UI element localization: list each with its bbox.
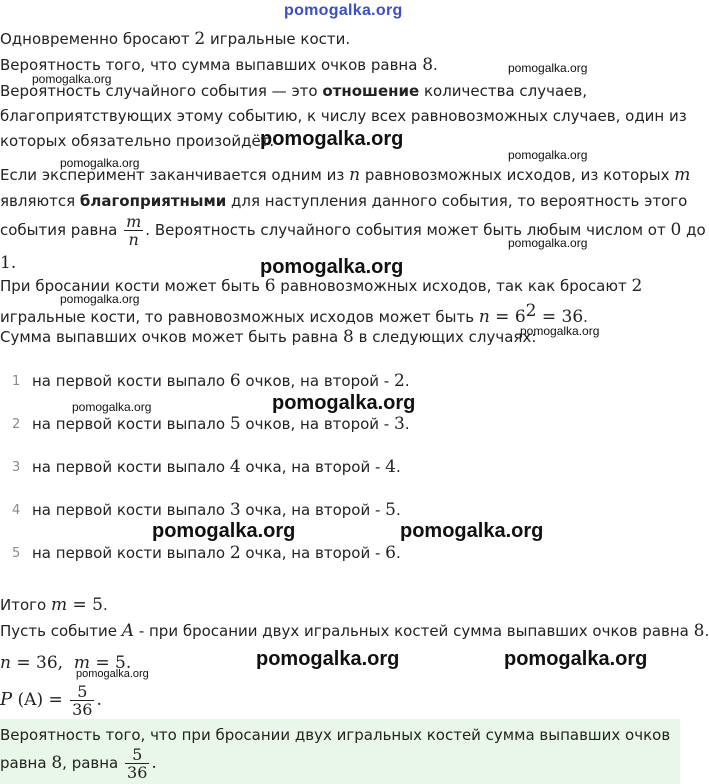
event-symbol: A (121, 621, 135, 641)
list-item-text (32, 457, 401, 477)
answer-fraction (125, 746, 149, 781)
dice-line-3 (0, 326, 536, 348)
intro-text: Одновременно бросают (0, 30, 195, 48)
first-die-value: 3 (229, 500, 241, 520)
result-probability (0, 680, 102, 720)
case-text: . (404, 415, 410, 433)
second-die-value: 5 (385, 500, 396, 520)
watermark: pomogalka.org (60, 156, 140, 170)
intro-line-1 (0, 28, 350, 50)
question-text: . (433, 56, 438, 74)
second-die-value: 3 (393, 414, 405, 434)
watermark: pomogalka.org (508, 236, 588, 250)
case-text: очков, на второй - (240, 415, 394, 433)
second-die-value: 6 (385, 543, 396, 563)
answer-line-1: Вероятность того, что при бросании двух игральных костей сумма выпавших очков (0, 726, 671, 744)
site-watermark-header: pomogalka.org (284, 2, 403, 19)
watermark: pomogalka.org (272, 392, 416, 414)
list-item-index: 1 (12, 374, 21, 389)
list-item-index: 3 (12, 460, 21, 475)
result-text: - при бросании двух игральных костей сумма выпавших очков равна (134, 622, 694, 640)
var-m: m (50, 595, 68, 615)
probability-symbol: P (0, 689, 13, 710)
watermark: pomogalka.org (76, 668, 149, 680)
list-item-text (32, 414, 410, 434)
watermark: pomogalka.org (504, 648, 648, 670)
watermark: pomogalka.org (152, 520, 296, 542)
definition-line-3: которых обязательно произойдёт. (0, 132, 275, 150)
fraction-numerator: m (126, 212, 142, 231)
definition-text: количества случаев, (419, 82, 588, 100)
list-item-index: 4 (12, 503, 21, 518)
result-text: . (102, 596, 108, 614)
case-text: очка, на второй - (240, 458, 386, 476)
formula-exponent: 2 (525, 301, 537, 321)
var-n: n (0, 653, 11, 673)
second-die-value: 2 (393, 371, 405, 391)
result-event (0, 620, 709, 642)
dice-text: игральные кости, то равновозможных исходов может быть (0, 308, 479, 326)
question-text: Вероятность того, что сумма выпавших очков равна (0, 56, 423, 74)
target-sum: 8 (51, 753, 63, 773)
case-text: на первой кости выпало (32, 415, 230, 433)
case-text: . (395, 501, 401, 519)
dice-count: 2 (194, 29, 206, 49)
list-item-index: 2 (12, 417, 21, 432)
formula-part: . (125, 653, 132, 673)
dice-text: При бросании кости может быть (0, 277, 265, 295)
watermark: pomogalka.org (260, 256, 404, 278)
answer-text: , равна (62, 754, 124, 772)
watermark: pomogalka.org (508, 61, 588, 75)
watermark: pomogalka.org (400, 520, 544, 542)
watermark: pomogalka.org (508, 148, 588, 162)
var-n: n (478, 307, 490, 327)
definition-text: равновозможных исходов, из которых (360, 166, 675, 184)
watermark: pomogalka.org (260, 128, 404, 150)
fraction-denominator: 36 (127, 763, 148, 782)
var-m: m (73, 653, 90, 673)
fraction-m-over-n (124, 213, 143, 248)
definition-text: . Вероятность случайного события может быть любым числом от (145, 221, 671, 239)
target-sum: 8 (693, 621, 705, 641)
watermark: pomogalka.org (72, 400, 152, 414)
first-die-value: 5 (229, 414, 241, 434)
target-sum: 8 (422, 55, 434, 75)
formula-part: (A) = (12, 690, 69, 710)
fraction-numerator: 5 (132, 745, 143, 764)
formula-part: = 36, (10, 653, 74, 673)
formula-part: . (96, 690, 102, 710)
probability-fraction (70, 683, 94, 718)
case-text: . (395, 458, 401, 476)
result-text: Итого (0, 596, 51, 614)
definition-line-7: 1. (0, 253, 17, 273)
answer-text: . (151, 753, 157, 773)
dice-count: 2 (631, 276, 643, 296)
case-text: на первой кости выпало (32, 458, 230, 476)
var-m: m (674, 165, 691, 185)
dice-text: равновозможных исходов, так как бросают (275, 277, 632, 295)
list-item-text (32, 371, 410, 391)
case-text: очка, на второй - (240, 544, 386, 562)
list-item-index: 5 (12, 546, 21, 561)
list-item-text (32, 543, 401, 563)
dice-text: . (583, 308, 588, 326)
result-text: Пусть событие (0, 622, 122, 640)
result-text: . (704, 622, 709, 640)
answer-line-2 (0, 745, 157, 781)
result-total (0, 594, 108, 616)
case-text: . (395, 544, 401, 562)
fraction-numerator: 5 (77, 682, 88, 701)
fraction-denominator: n (124, 230, 143, 248)
watermark: pomogalka.org (60, 292, 140, 306)
answer-box (0, 719, 680, 784)
definition-text: являются (0, 192, 80, 210)
range-min: 0 (670, 220, 682, 240)
definition-line-6 (0, 212, 706, 248)
definition-line-2: благоприятствующих этому событию, к числу всех равновозможных случаев, один из (0, 107, 687, 125)
fraction-denominator: 36 (72, 700, 93, 719)
case-text: . (404, 372, 410, 390)
definition-text: события равна (0, 221, 123, 239)
first-die-value: 2 (229, 543, 241, 563)
intro-text: игральные кости. (205, 30, 351, 48)
definition-text: до (681, 221, 706, 239)
definition-text: для наступления данного события, то вероятность этого (226, 192, 688, 210)
first-die-value: 4 (229, 457, 241, 477)
var-n: n (349, 165, 361, 185)
definition-term: отношение (322, 82, 420, 100)
watermark: pomogalka.org (256, 648, 400, 670)
watermark: pomogalka.org (520, 324, 600, 338)
formula-part: = 6 (489, 307, 526, 327)
second-die-value: 4 (385, 457, 396, 477)
first-die-value: 6 (229, 371, 241, 391)
definition-term: благоприятными (79, 192, 227, 210)
case-text: на первой кости выпало (32, 501, 230, 519)
dice-text: Сумма выпавших очков может быть равна (0, 328, 343, 346)
watermark: pomogalka.org (32, 72, 112, 86)
case-text: очков, на второй - (240, 372, 394, 390)
answer-text: равна (0, 754, 52, 772)
definition-line-5 (0, 190, 687, 212)
definition-text: Если эксперимент заканчивается одним из (0, 166, 350, 184)
target-sum: 8 (342, 327, 354, 347)
list-item-text (32, 500, 401, 520)
outcomes-per-die: 6 (264, 276, 276, 296)
definition-text: Вероятность случайного события — это (0, 82, 323, 100)
formula-part: = 5 (89, 653, 126, 673)
case-text: очка, на второй - (240, 501, 386, 519)
case-text: на первой кости выпало (32, 544, 230, 562)
case-text: на первой кости выпало (32, 372, 230, 390)
formula-part: = 5 (67, 595, 103, 615)
formula-part: = 36 (536, 307, 584, 327)
dice-text: в следующих случаях: (353, 328, 537, 346)
